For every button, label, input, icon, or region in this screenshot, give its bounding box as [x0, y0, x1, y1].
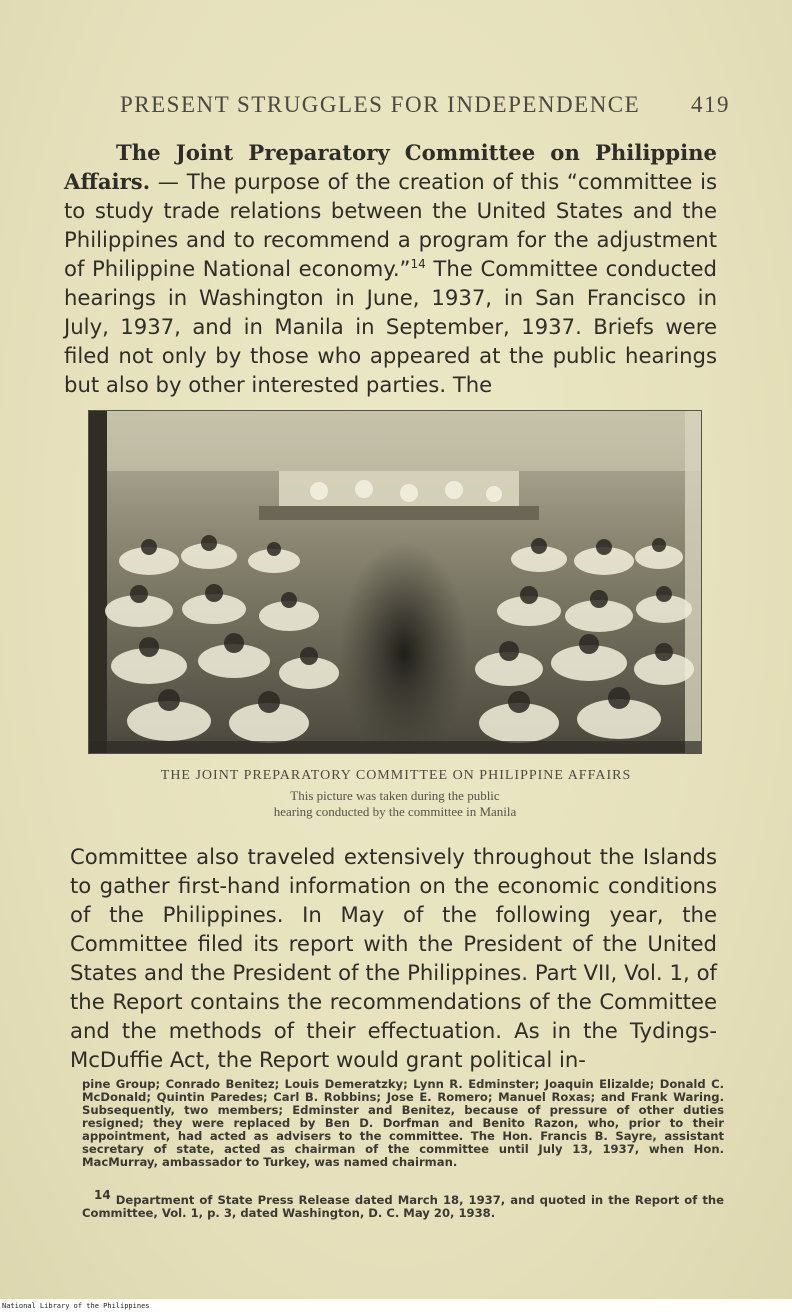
footnote-14-text: Department of State Press Release dated March 18, 1937, and quoted in the Report of the Committee, Vol. 1, p. 3, dated Washington, D. C. May 20, 1938. — [82, 1193, 724, 1220]
running-head — [120, 92, 730, 118]
section-heading: The Joint Preparatory Committee on Philippine Affairs. — [64, 140, 717, 194]
footnote-continued: pine Group; Conrado Benitez; Louis Demeratzky; Lynn R. Edminster; Joaquin Elizalde; Donald C. McDonald; Quintin Paredes; Carl B. Robbins; Jose E. Romero; Manuel Roxas; and Frank Waring. Subsequently, two members; Edminster and Benitez, because of pressure of other duties resigned; they were replaced by Ben D. Dorfman and Benito Razon, who, prior to their appointment, had acted as advisers to the committee. The Hon. Francis B. Sayre, assistant secretary of state, acted as chairman of the committee until July 13, 1937, when Hon. MacMurray, ambassador to Turkey, was named chairman. — [82, 1077, 724, 1169]
footnote-14-marker: 14 — [94, 1188, 111, 1203]
paragraph-1-text-b: The Committee conducted hearings in Washington in June, 1937, in San Francisco in July, 1937, and in Manila in September, 1937. Briefs were filed not only by those who appeared at the public hearings but also by other interested parties. The — [64, 256, 718, 397]
paragraph-1 — [64, 138, 717, 399]
figure-caption-text: This picture was taken during the public hearing conducted by the committee in Manila — [273, 788, 517, 819]
page-number: 419 — [691, 92, 730, 117]
footnote-ref-14[interactable]: 14 — [410, 256, 426, 271]
footnote-14 — [82, 1188, 724, 1220]
figure-caption-title: THE JOINT PREPARATORY COMMITTEE ON PHILIPPINE AFFAIRS — [160, 768, 632, 783]
paragraph-1-text-a: — The purpose of the creation of this “committee is to study trade relations between the United States and the Philippines and to recommend a program for the adjustment of Philippine National economy.” — [64, 169, 717, 281]
library-watermark: National Library of the Philippines — [0, 1299, 792, 1313]
paragraph-2: Committee also traveled extensively throughout the Islands to gather first-hand information on the economic conditions of the Philippines. In May of the following year, the Committee filed its report with the President of the United States and the President of the Philippines. Part VII, Vol. 1, of the Report contains the recommendations of the Committee and the methods of their effectuation. As in the Tydings-McDuffie Act, the Report would grant political in- — [70, 844, 717, 1072]
running-head-title: PRESENT STRUGGLES FOR INDEPENDENCE — [120, 92, 641, 117]
hearing-photo — [88, 410, 702, 754]
